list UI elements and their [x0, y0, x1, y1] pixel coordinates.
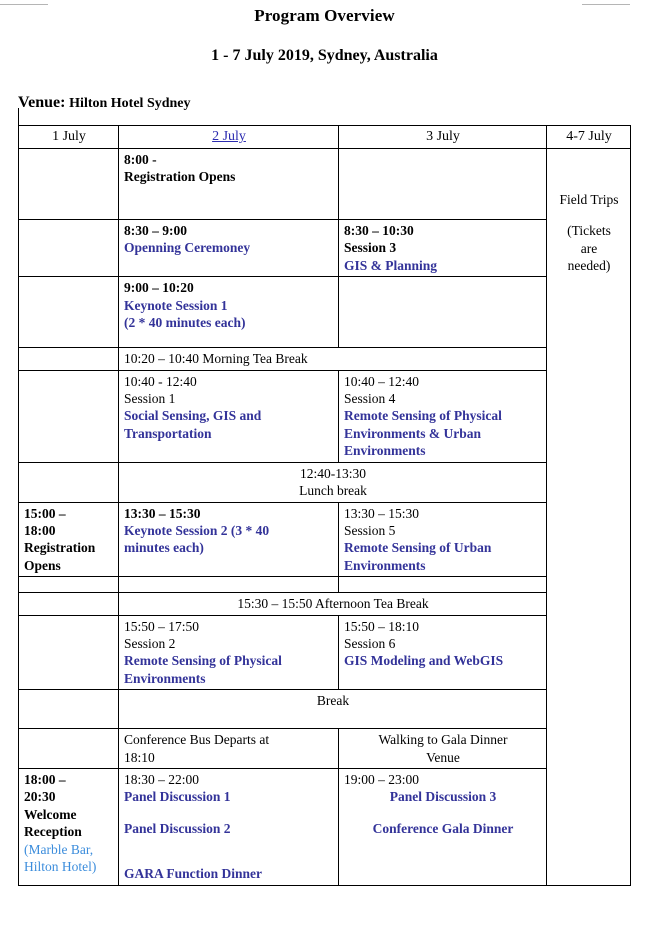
cell-empty-col3-keynote1	[339, 277, 547, 348]
field-trips-tickets-line3: needed)	[567, 258, 611, 274]
gara-function-dinner: GARA Function Dinner	[124, 866, 263, 882]
keynote1-time: 9:00 – 10:20	[124, 280, 194, 296]
cell-empty-strip-col1	[19, 577, 119, 593]
cell-break: Break	[119, 690, 547, 729]
panel-gap-3	[124, 851, 334, 865]
program-overview-table	[18, 125, 631, 886]
cell-conference-bus	[119, 729, 339, 769]
field-trips-label: Field Trips	[559, 192, 619, 208]
evening-col3-time: 19:00 – 23:00	[344, 771, 420, 787]
reg-afternoon-line1: 15:00 –	[24, 505, 66, 521]
session3-time: 8:30 – 10:30	[344, 223, 414, 239]
cell-empty-strip-col3	[339, 577, 547, 593]
session5-label: Session 5	[344, 522, 396, 538]
evening-col2-time: 18:30 – 22:00	[124, 771, 200, 787]
session4-title-line3: Environments	[344, 443, 426, 459]
table-row-afternoon-block	[19, 502, 631, 577]
cell-session-4	[339, 370, 547, 462]
session3-label: Session 3	[344, 240, 397, 256]
table-row-empty-strip	[19, 577, 631, 593]
cell-registration-opens	[119, 149, 339, 220]
gala-gap-1	[344, 806, 542, 820]
cell-field-trips	[547, 149, 631, 886]
venue-line	[0, 65, 649, 112]
session3-title: GIS & Planning	[344, 257, 438, 273]
table-row-afternoon-tea	[19, 593, 631, 615]
session5-title-line1: Remote Sensing of Urban	[344, 540, 492, 556]
program-table-wrapper	[18, 125, 630, 886]
cell-empty-col3-registration	[339, 149, 547, 220]
cell-empty-col1-transport	[19, 729, 119, 769]
table-row-sessions-2-6	[19, 615, 631, 690]
session6-label: Session 6	[344, 635, 396, 651]
evening-col1-line1: 18:00 –	[24, 771, 66, 787]
table-row-registration	[19, 149, 631, 220]
session4-title-line2: Environments & Urban	[344, 425, 482, 441]
session5-title-line2: Environments	[344, 557, 426, 573]
evening-col1-line4: Reception	[24, 824, 82, 840]
margin-crop-mark-right	[582, 4, 630, 5]
table-row-break	[19, 690, 631, 729]
table-row-lunch	[19, 462, 631, 502]
keynote2-title-line2: minutes each)	[124, 540, 204, 556]
field-trips-gap	[552, 208, 626, 222]
opening-time: 8:30 – 9:00	[124, 223, 187, 239]
reg-afternoon-line2: 18:00	[24, 522, 56, 538]
session6-title: GIS Modeling and WebGIS	[344, 653, 504, 669]
table-row-opening	[19, 220, 631, 277]
field-trips-tickets-line1: (Tickets	[567, 223, 611, 239]
header-cell-4-7-july: 4-7 July	[547, 126, 631, 149]
panel-gap-2	[124, 837, 334, 851]
cell-session-5	[339, 502, 547, 577]
session4-time: 10:40 – 12:40	[344, 373, 420, 389]
cell-keynote-session-1	[119, 277, 339, 348]
venue-value: Hilton Hotel Sydney	[69, 96, 191, 111]
field-trips-spacer-top	[552, 151, 626, 165]
cell-empty-col1-morning-tea	[19, 348, 119, 370]
cell-panel-discussions	[119, 768, 339, 885]
lunch-label: Lunch break	[299, 483, 367, 499]
walking-line1: Walking to Gala Dinner	[378, 732, 508, 748]
cell-registration-15-18	[19, 502, 119, 577]
cell-session-3	[339, 220, 547, 277]
session1-title-line2: Transportation	[124, 425, 212, 441]
cell-opening-ceremony	[119, 220, 339, 277]
page-title: Program Overview	[254, 6, 395, 25]
table-header-row	[19, 126, 631, 149]
cell-empty-strip-col2	[119, 577, 339, 593]
evening-col1-line3: Welcome	[24, 806, 77, 822]
session4-label: Session 4	[344, 391, 396, 407]
keynote2-time: 13:30 – 15:30	[124, 505, 201, 521]
cell-gala-dinner	[339, 768, 547, 885]
keynote1-title: Keynote Session 1	[124, 297, 228, 313]
cell-empty-col1-opening	[19, 220, 119, 277]
cell-session-1	[119, 370, 339, 462]
cell-empty-col1-sessions14	[19, 370, 119, 462]
table-row-evening	[19, 768, 631, 885]
cell-lunch-break	[119, 462, 547, 502]
bus-line2: 18:10	[124, 749, 155, 765]
cell-walking-gala	[339, 729, 547, 769]
panel-gap-1	[124, 806, 334, 820]
paragraph-caret-rule	[18, 108, 19, 126]
cell-session-6	[339, 615, 547, 690]
panel-discussion-1: Panel Discussion 1	[124, 789, 231, 805]
walking-line2: Venue	[426, 749, 460, 765]
session5-time: 13:30 – 15:30	[344, 505, 420, 521]
cell-welcome-reception	[19, 768, 119, 885]
cell-empty-col1-sessions26	[19, 615, 119, 690]
keynote2-title-line1: Keynote Session 2 (3 * 40	[124, 522, 270, 538]
field-trips-spacer-2	[552, 165, 626, 191]
panel-discussion-3: Panel Discussion 3	[389, 789, 497, 805]
page-subtitle: 1 - 7 July 2019, Sydney, Australia	[211, 47, 438, 64]
session1-time: 10:40 - 12:40	[124, 373, 197, 389]
registration-time: 8:00 -	[124, 152, 157, 168]
session2-time: 15:50 – 17:50	[124, 618, 200, 634]
keynote1-note: (2 * 40 minutes each)	[124, 315, 246, 331]
table-row-keynote-1	[19, 277, 631, 348]
opening-title: Openning Ceremoney	[124, 240, 251, 256]
field-trips-tickets-line2: are	[580, 240, 598, 256]
table-row-transport	[19, 729, 631, 769]
evening-venue-line2: Hilton Hotel)	[24, 859, 97, 875]
header-cell-1-july: 1 July	[19, 126, 119, 149]
session1-label: Session 1	[124, 391, 176, 407]
cell-empty-col1-lunch	[19, 462, 119, 502]
cell-afternoon-tea-break: 15:30 – 15:50 Afternoon Tea Break	[119, 593, 547, 615]
panel-discussion-2: Panel Discussion 2	[124, 820, 231, 836]
session6-time: 15:50 – 18:10	[344, 618, 420, 634]
conference-gala-dinner: Conference Gala Dinner	[372, 820, 514, 836]
table-row-sessions-1-4	[19, 370, 631, 462]
table-row-morning-tea	[19, 348, 631, 370]
session4-title-line1: Remote Sensing of Physical	[344, 408, 502, 424]
cell-keynote-session-2	[119, 502, 339, 577]
cell-empty-col1-afternoon-tea	[19, 593, 119, 615]
cell-empty-col1-registration	[19, 149, 119, 220]
header-cell-2-july	[119, 126, 339, 149]
session1-title-line1: Social Sensing, GIS and	[124, 408, 262, 424]
lunch-time: 12:40-13:30	[300, 465, 366, 481]
cell-morning-tea-break: 10:20 – 10:40 Morning Tea Break	[119, 348, 547, 370]
cell-session-2	[119, 615, 339, 690]
cell-empty-col1-keynote1	[19, 277, 119, 348]
reg-afternoon-line3: Registration	[24, 540, 96, 556]
registration-title: Registration Opens	[124, 169, 236, 185]
venue-label: Venue:	[18, 94, 66, 111]
session2-title-line1: Remote Sensing of Physical	[124, 653, 282, 669]
cell-empty-col1-break	[19, 690, 119, 729]
evening-venue-line1: (Marble Bar,	[24, 841, 94, 857]
header-link-2-july[interactable]: 2 July	[212, 129, 246, 144]
reg-afternoon-line4: Opens	[24, 557, 61, 573]
bus-line1: Conference Bus Departs at	[124, 732, 270, 748]
evening-col1-line2: 20:30	[24, 789, 56, 805]
header-cell-3-july: 3 July	[339, 126, 547, 149]
margin-crop-mark-left	[0, 4, 48, 5]
session2-label: Session 2	[124, 635, 176, 651]
session2-title-line2: Environments	[124, 670, 206, 686]
